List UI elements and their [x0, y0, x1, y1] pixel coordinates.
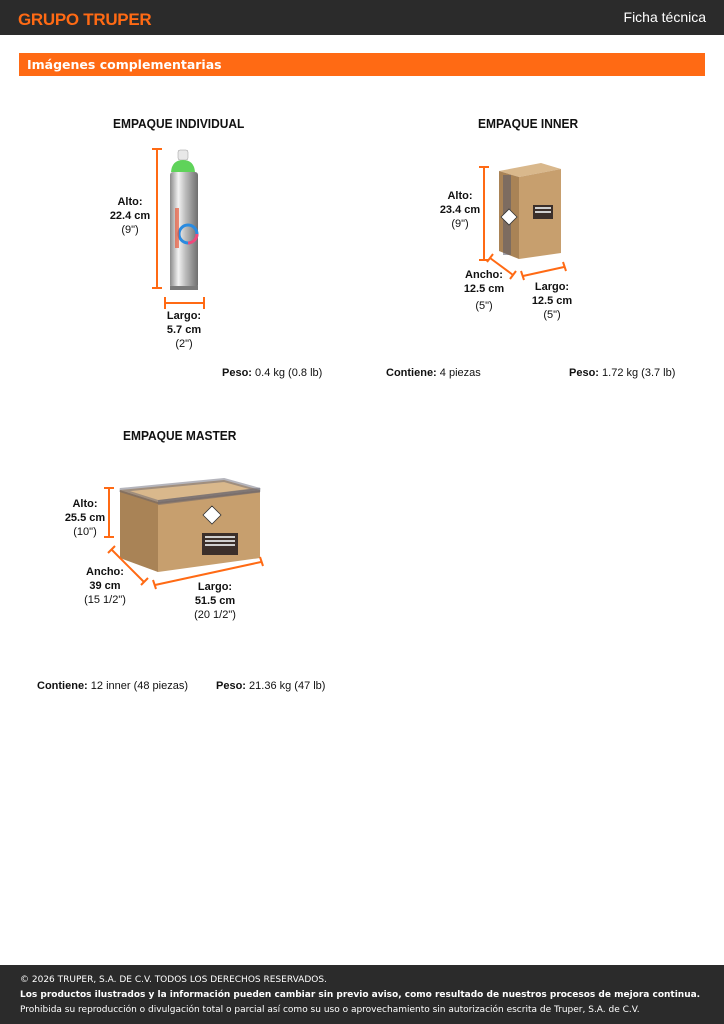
brand-logo: GRUPO TRUPER [18, 10, 152, 29]
individual-weight: Peso: 0.4 kg (0.8 lb) [222, 367, 323, 379]
inner-weight: Peso: 1.72 kg (3.7 lb) [569, 367, 676, 379]
inner-width-label: Ancho: 12.5 cm (5") [463, 269, 505, 312]
inner-height-label: Alto: 23.4 cm (9") [439, 190, 481, 230]
master-length-label: Largo: 51.5 cm (20 1/2") [194, 581, 236, 621]
inner-box-image [497, 161, 563, 261]
inner-contents: Contiene: 4 piezas [386, 367, 481, 379]
document-title: Ficha técnica [623, 9, 706, 25]
master-weight: Peso: 21.36 kg (47 lb) [216, 680, 326, 692]
inner-title: EMPAQUE INNER [478, 116, 579, 131]
master-width-label: Ancho: 39 cm (15 1/2") [84, 566, 126, 606]
page-header [0, 0, 724, 35]
spray-can-image [164, 148, 204, 293]
section-title: Imágenes complementarias [27, 57, 222, 72]
inner-length-line [521, 262, 567, 280]
master-contents: Contiene: 12 inner (48 piezas) [37, 680, 189, 692]
footer-legal: Prohibida su reproducción o divulgación total o parcial así como su uso o aprovechamiento sin autorización escrita de Truper, S.A. de C.V. [20, 1005, 640, 1015]
inner-length-label: Largo: 12.5 cm (5") [531, 281, 573, 321]
individual-height-label: Alto: 22.4 cm (9") [109, 196, 151, 236]
page-footer [0, 965, 724, 1024]
section-header [19, 53, 705, 76]
master-title: EMPAQUE MASTER [123, 428, 237, 443]
individual-length-label: Largo: 5.7 cm (2") [166, 310, 202, 350]
individual-title: EMPAQUE INDIVIDUAL [113, 116, 245, 131]
footer-copyright: © 2026 TRUPER, S.A. DE C.V. TODOS LOS DERECHOS RESERVADOS. [20, 975, 327, 985]
master-height-label: Alto: 25.5 cm (10") [64, 498, 106, 538]
footer-notice: Los productos ilustrados y la información pueden cambiar sin previo aviso, como resultado de nuestros procesos de mejora continua. [20, 990, 701, 1000]
individual-length-line [164, 297, 206, 309]
